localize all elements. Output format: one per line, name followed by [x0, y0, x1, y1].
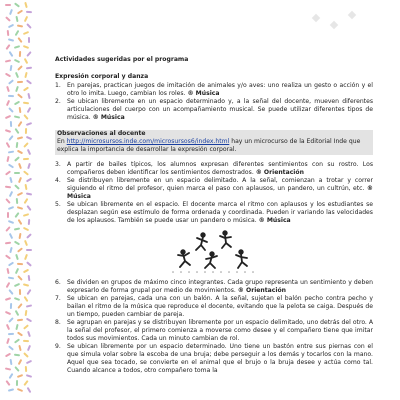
border-dash: [26, 136, 32, 140]
border-dash: [14, 354, 20, 357]
border-dash: [17, 374, 23, 378]
border-dash: [6, 338, 10, 344]
border-dash: [14, 338, 20, 343]
border-dash: [5, 59, 11, 62]
border-dash: [23, 58, 28, 64]
border-dash: [15, 72, 19, 78]
border-dash: [23, 86, 29, 91]
border-dash: [17, 121, 22, 127]
border-dash: [17, 192, 23, 196]
border-dash: [14, 227, 20, 230]
border-dash: [26, 79, 32, 84]
border-dash: [10, 303, 12, 309]
border-dash: [17, 65, 23, 71]
subject-tag: ® Música: [258, 217, 291, 224]
border-dash: [5, 115, 11, 119]
border-dash: [23, 45, 29, 49]
border-dash: [17, 206, 23, 210]
border-dash: [14, 310, 19, 316]
list-item: [55, 343, 373, 375]
border-dash: [10, 121, 12, 127]
border-dash: [5, 311, 11, 315]
item-number: 7.: [55, 295, 61, 302]
item-number: 5.: [55, 201, 61, 208]
star-icon: [330, 21, 338, 29]
border-dash: [8, 388, 14, 391]
border-dash: [14, 172, 20, 174]
border-dash: [17, 275, 23, 281]
border-dash: [27, 275, 30, 281]
border-dash: [17, 331, 23, 336]
microcourse-link[interactable]: http://microsursos.inde.com/microsursos6/index.html: [66, 138, 230, 145]
decorative-border: [0, 0, 30, 400]
document-body: [55, 56, 373, 375]
border-dash: [16, 380, 18, 386]
item-text: Se ubican libremente en un espacio determinado y, a la señal del docente, mueven diferentes articulaciones del cuerpo con un acompañamiento musical. Se puede utilizar diferentes tipos de música.: [67, 98, 373, 121]
border-dash: [14, 59, 20, 63]
border-dash: [5, 186, 11, 189]
border-dash: [24, 254, 28, 260]
border-dash: [23, 31, 29, 35]
item-number: 4.: [55, 177, 61, 184]
border-dash: [23, 352, 29, 358]
border-dash: [26, 318, 32, 323]
list-item: [55, 201, 373, 225]
border-dash: [17, 247, 23, 252]
border-dash: [23, 213, 29, 217]
item-number: 6.: [55, 279, 61, 286]
border-dash: [8, 107, 14, 113]
border-dash: [8, 333, 14, 335]
border-dash: [9, 65, 12, 71]
border-dash: [17, 303, 22, 309]
border-dash: [24, 184, 27, 190]
subject-tag: ® Música: [92, 114, 125, 121]
item-text: A partir de bailes típicos, los alumnos expresan diferentes sentimientos con su rostro. Los compañeros deben identificar los sentimientos demostrados.: [67, 161, 373, 176]
item-text: Se dividen en grupos de máximo cinco integrantes. Cada grupo representa un sentimiento y deben expresarlo de forma grupal por medio de movimientos.: [67, 279, 373, 294]
border-dash: [23, 114, 28, 120]
border-dash: [5, 353, 11, 358]
border-dash: [15, 254, 19, 260]
border-dash: [14, 115, 20, 118]
border-dash: [8, 233, 13, 239]
border-dash: [17, 81, 23, 83]
border-dash: [27, 345, 31, 351]
border-dash: [23, 102, 29, 105]
border-dash: [14, 184, 20, 190]
border-dash: [8, 373, 13, 379]
border-dash: [5, 16, 11, 22]
border-dash: [5, 367, 11, 370]
border-dash: [15, 324, 18, 330]
border-dash: [6, 86, 10, 92]
border-dash: [23, 296, 28, 302]
subject-tag: ® Orientación: [237, 287, 287, 294]
border-dash: [5, 44, 10, 50]
border-dash: [18, 233, 21, 239]
border-dash: [23, 16, 27, 22]
border-dash: [27, 93, 30, 99]
border-dash: [26, 374, 32, 378]
border-dash: [23, 227, 29, 231]
border-dash: [8, 262, 14, 267]
subsection-title: Expresión corporal y danza: [55, 73, 149, 80]
border-dash: [8, 345, 14, 350]
border-dash: [18, 163, 22, 169]
border-dash: [19, 289, 21, 295]
border-dash: [26, 192, 32, 195]
border-dash: [23, 283, 29, 286]
item-text: Se ubican libremente por un espacio determinado. Uno tiene un bastón entre sus piernas con el que simula volar sobre la escoba de una bruja; debe perseguir a los demás y tocarlos con la mano. Aquel que sea tocado, se convierte en el animal que el brujo o la bruja desee y actúa como tal. Cuando alcance a todos, otro compañero toma la: [67, 343, 373, 374]
star-icon: [348, 11, 356, 19]
border-dash: [5, 282, 10, 288]
border-dash: [23, 198, 28, 204]
border-dash: [17, 359, 22, 365]
item-number: 9.: [55, 343, 61, 350]
border-dash: [23, 380, 28, 386]
activity-list-a: [55, 82, 373, 122]
border-dash: [27, 219, 30, 225]
star-icon: [312, 14, 320, 22]
border-dash: [8, 38, 14, 41]
border-dash: [23, 340, 29, 342]
list-item: [55, 295, 373, 319]
border-dash: [9, 359, 12, 365]
item-text: Se ubican libremente en el espacio. El docente marca el ritmo con aplausos y los estudiantes se desplazan según ese estímulo de forma ordenada y coordinada. Pueden ir variando las velocidades de los aplausos. También se puede usar un pandero o música.: [67, 201, 373, 224]
border-dash: [24, 72, 27, 78]
border-dash: [26, 249, 32, 251]
border-dash: [26, 51, 31, 57]
item-number: 3.: [55, 161, 61, 168]
border-dash: [23, 170, 29, 175]
border-dash: [5, 170, 11, 175]
border-dash: [26, 107, 31, 113]
list-item: [55, 82, 373, 98]
list-item: [55, 98, 373, 122]
border-dash: [5, 4, 11, 6]
border-dash: [8, 191, 13, 197]
border-dash: [5, 226, 11, 232]
border-dash: [14, 2, 20, 7]
border-dash: [25, 128, 27, 134]
border-dash: [14, 30, 19, 36]
border-dash: [8, 277, 14, 280]
subject-tag: ® Orientación: [255, 169, 304, 176]
border-dash: [26, 23, 32, 29]
border-dash: [8, 151, 14, 154]
border-dash: [17, 136, 23, 139]
item-number: 2.: [55, 98, 61, 105]
border-dash: [28, 37, 30, 43]
border-dash: [6, 30, 9, 36]
border-dash: [27, 331, 31, 337]
border-dash: [6, 100, 10, 106]
border-dash: [24, 240, 28, 246]
border-dash: [14, 101, 20, 106]
border-dash: [23, 158, 29, 160]
border-dash: [8, 206, 14, 210]
border-dash: [27, 149, 31, 155]
item-number: 8.: [55, 319, 61, 326]
border-dash: [26, 233, 32, 239]
subject-tag: ® Música: [187, 90, 220, 97]
border-dash: [6, 156, 9, 162]
border-dash: [15, 86, 19, 92]
border-dash: [17, 37, 22, 43]
border-dash: [15, 142, 18, 148]
border-dash: [5, 73, 11, 78]
border-dash: [17, 24, 23, 27]
border-dash: [8, 79, 14, 84]
border-dash: [9, 9, 13, 15]
border-dash: [5, 297, 11, 301]
border-dash: [14, 45, 20, 49]
border-dash: [18, 107, 21, 113]
border-dash: [17, 319, 23, 322]
border-dash: [14, 366, 19, 372]
border-dash: [8, 135, 13, 141]
border-dash: [6, 324, 10, 330]
border-dash: [17, 10, 23, 15]
border-dash: [5, 380, 10, 386]
border-dash: [6, 268, 9, 274]
activity-list-b: [55, 161, 373, 225]
border-dash: [18, 51, 20, 57]
border-dash: [26, 387, 31, 393]
list-item: [55, 279, 373, 295]
border-dash: [8, 220, 14, 224]
notes-text: [57, 138, 371, 154]
border-dash: [14, 283, 20, 287]
border-dash: [26, 360, 32, 364]
border-dash: [26, 289, 31, 295]
item-text: Se agrupan en parejas y se distribuyen libremente por un espacio delimitado, uno detrás del otro. A la señal del profesor, el primero comienza a moverse como desee y el compañero tiene que imitar todos sus movimientos. Cada un minuto cambian de rol.: [67, 319, 373, 342]
border-dash: [17, 150, 23, 155]
border-dash: [9, 247, 12, 253]
border-dash: [27, 163, 31, 169]
border-dash: [8, 24, 14, 29]
border-dash: [23, 324, 29, 329]
border-dash: [8, 95, 14, 97]
border-dash: [26, 122, 32, 126]
border-dash: [23, 142, 29, 148]
item-text: En parejas, practican juegos de imitación de animales y/o aves: uno realiza un gesto o acción y el otro lo imita. Luego, cambian los roles.: [67, 82, 373, 97]
border-dash: [8, 289, 13, 295]
border-dash: [15, 198, 18, 204]
border-dash: [26, 67, 32, 70]
border-dash: [5, 242, 11, 245]
border-dash: [5, 198, 11, 204]
dancing-children-illustration: [55, 228, 373, 276]
border-dash: [5, 142, 10, 148]
notes-suffix: hay un microcurso de la Editorial Inde que explica la importancia de desarrollar la expresión corporal.: [57, 138, 361, 153]
item-number: 1.: [55, 82, 61, 89]
border-dash: [18, 177, 22, 183]
border-dash: [17, 263, 23, 265]
item-text: Se distribuyen libremente en un espacio delimitado. A la señal, comienzan a trotar y correr siguiendo el ritmo del profesor, quien marca el paso con aplausos, un pandero, un cultrún, etc.: [67, 177, 373, 192]
border-dash: [14, 212, 19, 218]
activity-list-c: [55, 279, 373, 375]
border-dash: [26, 261, 32, 266]
border-dash: [8, 164, 14, 169]
border-dash: [14, 241, 20, 246]
border-dash: [26, 11, 32, 14]
subject-tag: ® Música: [67, 185, 374, 200]
border-dash: [26, 304, 32, 307]
notes-prefix: En: [57, 138, 67, 145]
border-dash: [14, 297, 20, 301]
border-dash: [26, 178, 32, 183]
border-dash: [24, 366, 26, 372]
border-dash: [8, 51, 13, 57]
border-dash: [15, 268, 19, 274]
border-dash: [17, 219, 22, 225]
border-dash: [18, 345, 21, 351]
border-dash: [8, 317, 14, 323]
border-dash: [17, 93, 23, 98]
border-dash: [15, 16, 18, 22]
list-item: [55, 177, 373, 201]
border-dash: [23, 269, 29, 274]
dancers-icon: [165, 228, 265, 276]
border-dash: [5, 254, 11, 259]
border-dash: [24, 2, 28, 8]
item-text: Se ubican en parejas, cada una con un balón. A la señal, sujetan el balón pecho contra pecho y bailan el ritmo de la música que reproduce el docente, evitando que la pelota se caiga. Después de un tiempo, pueden cambiar de pareja.: [67, 295, 373, 318]
border-dash: [14, 156, 20, 161]
border-dash: [9, 177, 12, 183]
border-dash: [14, 128, 19, 134]
border-dash: [26, 205, 31, 211]
border-dash: [24, 310, 27, 316]
list-item: [55, 319, 373, 343]
list-item: [55, 161, 373, 177]
border-dash: [7, 212, 9, 218]
teacher-notes-box: [55, 130, 373, 155]
border-dash: [17, 388, 23, 392]
section-title: Actividades sugeridas por el programa: [55, 56, 189, 63]
border-dash: [5, 129, 11, 133]
notes-title: Observaciones al docente: [57, 130, 146, 137]
